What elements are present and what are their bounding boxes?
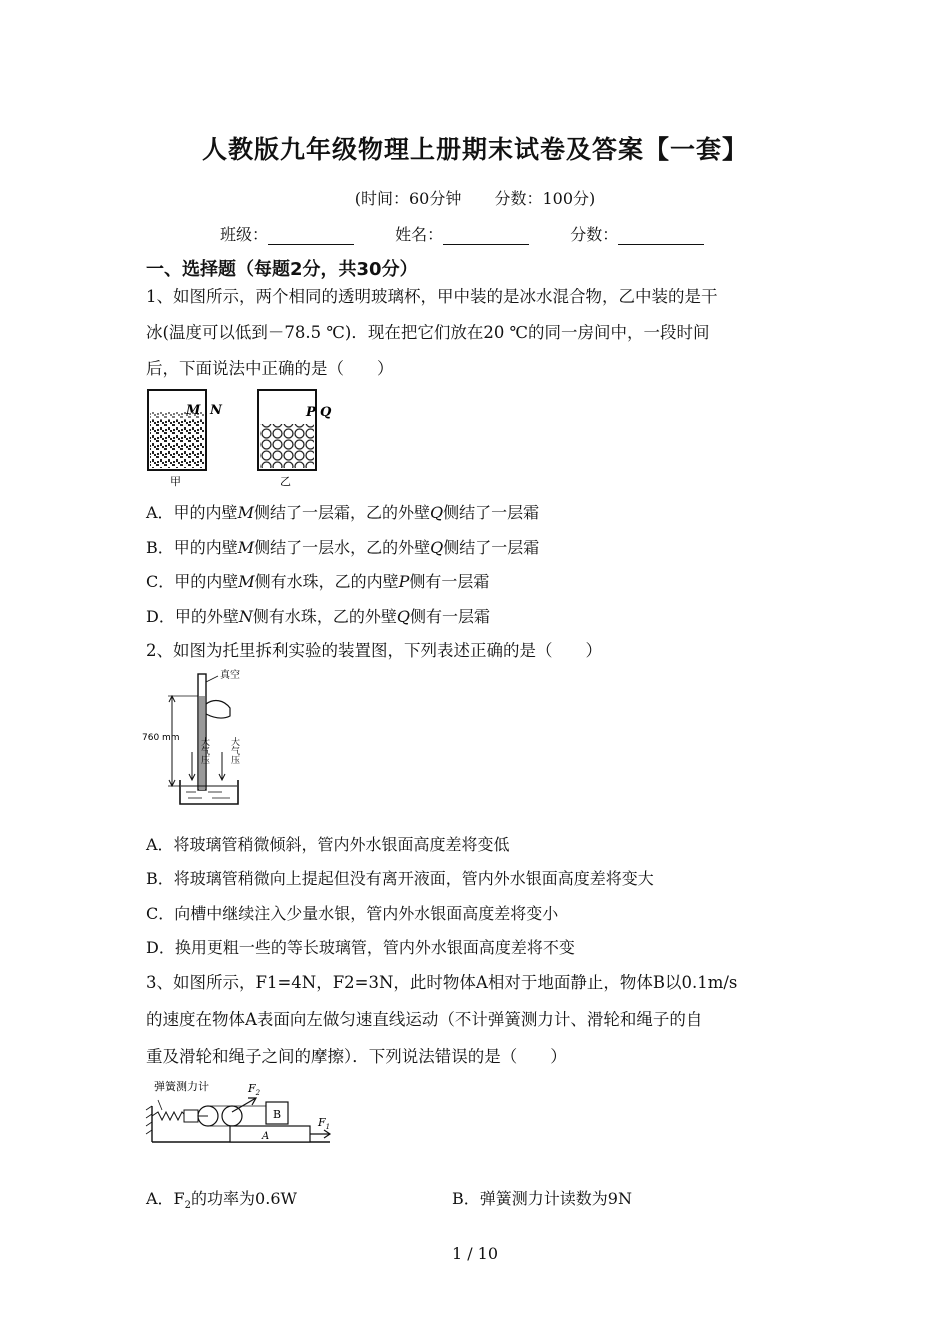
q1a-post: 侧结了一层霜	[443, 503, 540, 522]
q1b-var1: M	[237, 538, 255, 557]
q1d-pre: D．甲的外壁	[146, 607, 239, 626]
q1a-pre: A．甲的内壁	[146, 503, 238, 522]
q2-line-1: 2、如图为托里拆利实验的装置图，下列表述正确的是（ ）	[146, 641, 602, 660]
label-a: A	[262, 1131, 270, 1142]
label-p: P	[306, 405, 316, 420]
q2-torricelli-figure	[142, 668, 250, 810]
q1c-var2: P	[398, 572, 410, 591]
label-vacuum: 真空	[220, 670, 240, 681]
page-number: 1 / 10	[451, 1244, 499, 1263]
atm-left-text: 大气压	[182, 737, 209, 747]
f2-letter: F	[248, 1082, 256, 1095]
score-field	[570, 222, 704, 245]
q1-option-a[interactable]	[146, 500, 539, 523]
q1c-mid: 侧有水珠，乙的内壁	[254, 572, 399, 591]
pulley-apparatus	[146, 1098, 330, 1142]
q1d-mid: 侧有水珠，乙的外壁	[252, 607, 397, 626]
f2-subscript: 2	[255, 1089, 261, 1097]
name-blank[interactable]	[443, 228, 529, 245]
q1-option-d[interactable]	[146, 604, 490, 627]
q1a-var1: M	[237, 503, 254, 522]
label-n: N	[210, 403, 222, 418]
q1b-pre: B．甲的内壁	[146, 538, 238, 557]
f1-subscript: 1	[325, 1123, 331, 1131]
q1-line-2: 冰(温度可以低到－78.5 ℃)．现在把它们放在20 ℃的同一房间中，一段时间	[146, 323, 710, 342]
q2-option-b[interactable]: B．将玻璃管稍微向上提起但没有离开液面，管内外水银面高度差将变大	[146, 869, 654, 888]
time-info: (时间：60分钟	[354, 189, 462, 208]
label-spring-meter: 弹簧测力计	[154, 1080, 209, 1093]
q3-spring-scale-figure	[144, 1076, 334, 1152]
label-m: M	[186, 403, 201, 418]
score-label: 分数：	[570, 225, 619, 244]
q3-line-3: 重及滑轮和绳子之间的摩擦）．下列说法错误的是（ ）	[146, 1047, 567, 1066]
class-field	[220, 222, 354, 245]
q1-line-1: 1、如图所示，两个相同的透明玻璃杯，甲中装的是冰水混合物，乙中装的是干	[146, 287, 718, 306]
q1a-var2: Q	[429, 503, 444, 522]
f1-letter: F	[318, 1116, 326, 1129]
q1a-mid: 侧结了一层霜，乙的外壁	[253, 503, 430, 522]
q3a-sub: 2	[184, 1200, 192, 1212]
cup-jia	[148, 390, 223, 488]
section-title: 一、选择题（每题2分，共30分）	[146, 259, 418, 280]
label-f2	[247, 1082, 261, 1097]
score-blank[interactable]	[618, 228, 704, 245]
q1d-var2: Q	[396, 607, 410, 626]
label-jia: 甲	[170, 475, 181, 488]
label-f1	[317, 1116, 330, 1131]
q1b-mid: 侧结了一层水，乙的外壁	[254, 538, 431, 557]
label-atm-right	[212, 736, 240, 764]
label-yi: 乙	[280, 475, 291, 488]
q3-line-1: 3、如图所示，F1=4N，F2=3N，此时物体A相对于地面静止，物体B以0.1m/s	[146, 973, 738, 992]
q1b-var2: Q	[430, 538, 444, 557]
q1d-var1: N	[238, 607, 253, 626]
exam-meta	[0, 186, 950, 209]
class-label: 班级：	[220, 225, 269, 244]
label-b: B	[273, 1108, 282, 1121]
q1-option-b[interactable]	[146, 535, 539, 558]
q3-option-a[interactable]	[146, 1186, 297, 1211]
cup-yi	[258, 390, 332, 488]
atm-right-text: 大气压	[212, 737, 239, 747]
class-blank[interactable]	[268, 228, 354, 245]
q1-option-c[interactable]	[146, 569, 489, 592]
q1c-var1: M	[238, 572, 255, 591]
q1d-post: 侧有一层霜	[409, 607, 490, 626]
q1b-post: 侧结了一层霜	[443, 538, 540, 557]
q3-option-b[interactable]: B．弹簧测力计读数为9N	[452, 1189, 632, 1208]
q3a-pre: A．F	[146, 1189, 185, 1208]
q3-line-2: 的速度在物体A表面向左做匀速直线运动（不计弹簧测力计、滑轮和绳子的自	[146, 1010, 703, 1029]
label-760mm: 760 mm	[142, 733, 180, 743]
q2-option-c[interactable]: C．向槽中继续注入少量水银，管内外水银面高度差将变小	[146, 904, 559, 923]
score-total-info: 分数：100分)	[494, 189, 596, 208]
q3a-post: 的功率为0.6W	[191, 1189, 297, 1208]
q1c-pre: C．甲的内壁	[146, 572, 239, 591]
q2-option-d[interactable]: D．换用更粗一些的等长玻璃管，管内外水银面高度差将不变	[146, 938, 575, 957]
q2-option-a[interactable]: A．将玻璃管稍微倾斜，管内外水银面高度差将变低	[146, 835, 510, 854]
name-field	[395, 222, 529, 245]
q1-line-3: 后，下面说法中正确的是（ ）	[146, 359, 394, 378]
label-q: Q	[320, 405, 332, 420]
q1-glass-cups-figure	[140, 384, 330, 490]
q1c-post: 侧有一层霜	[409, 572, 490, 591]
student-info-fields	[220, 222, 740, 245]
page-title: 人教版九年级物理上册期末试卷及答案【一套】	[201, 135, 748, 164]
name-label: 姓名：	[395, 225, 444, 244]
